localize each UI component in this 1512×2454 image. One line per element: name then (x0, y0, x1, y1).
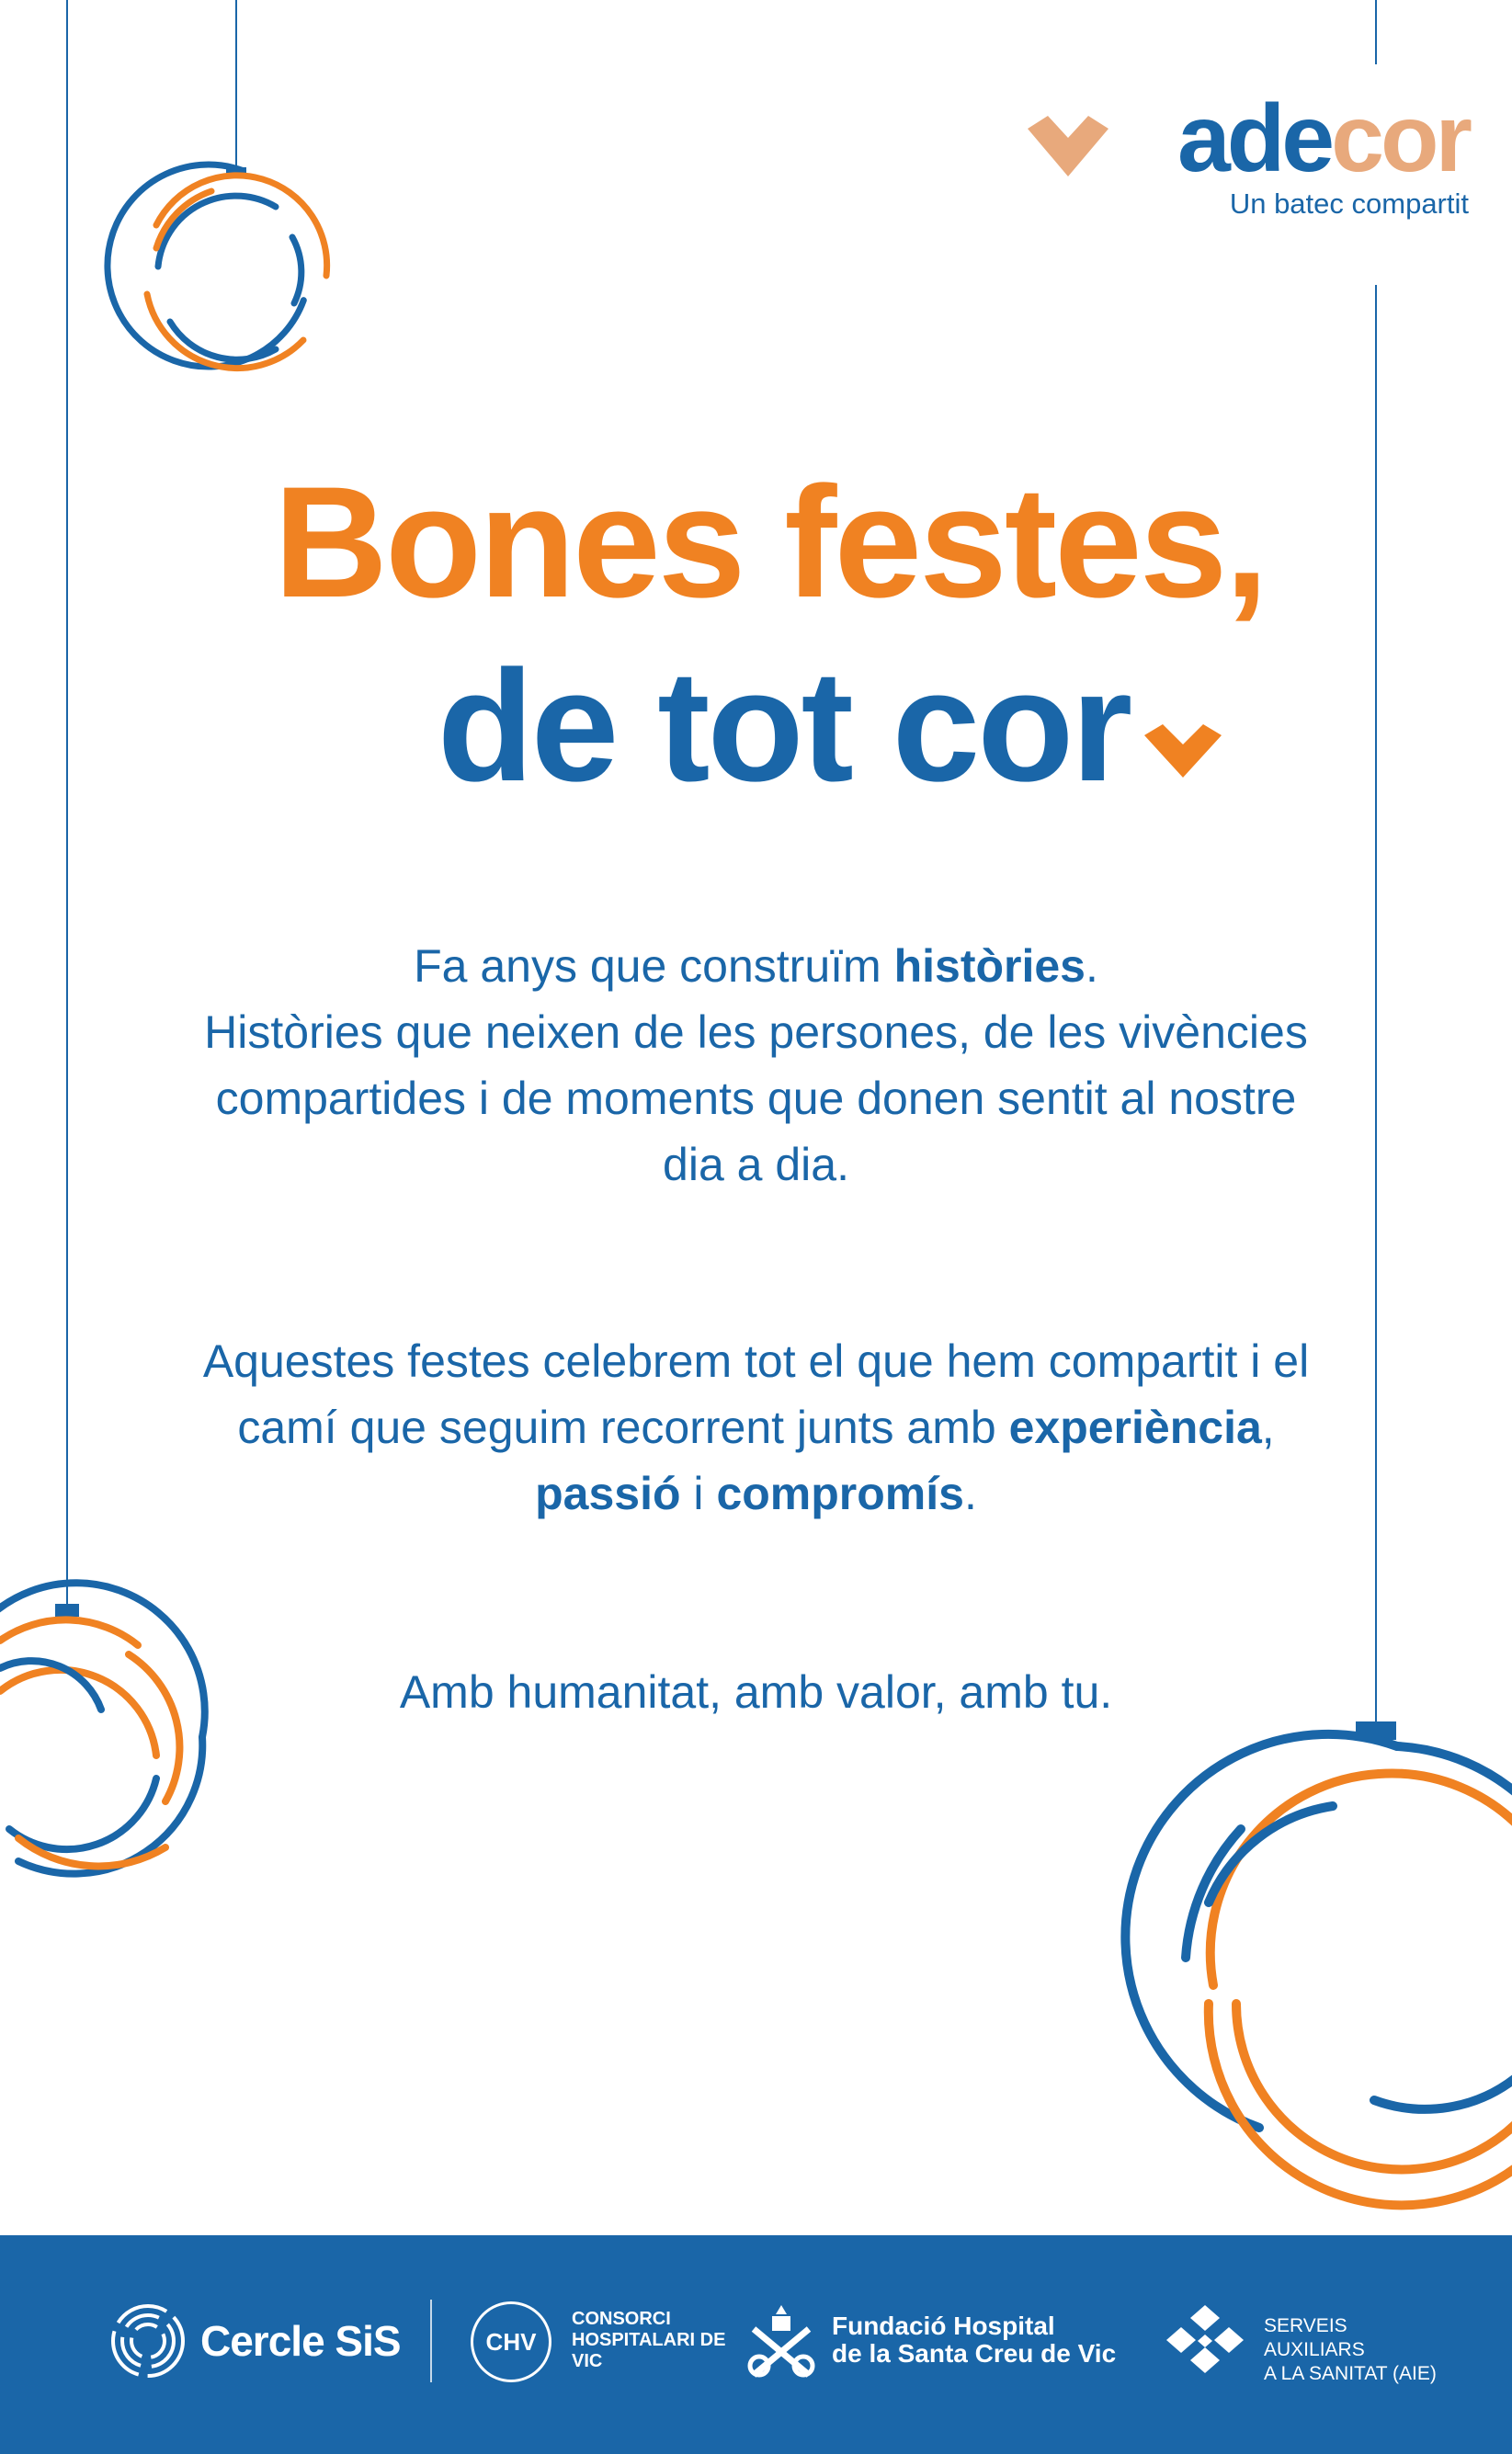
cercle-sis-label: Cercle SiS (200, 2317, 401, 2365)
chv-label: CONSORCI HOSPITALARI DE VIC (572, 2309, 726, 2371)
logo-wordmark: adecor (1177, 85, 1469, 192)
fundacio-label: Fundació Hospital de la Santa Creu de Vic (832, 2312, 1117, 2368)
cubes-icon (1163, 2301, 1247, 2380)
crest-icon (745, 2301, 818, 2380)
logo-tagline: Un batec compartit (1229, 187, 1469, 220)
cercle-ring-icon (108, 2301, 188, 2380)
chv-badge: CHV (471, 2301, 551, 2382)
vadecor-logo (1028, 85, 1469, 235)
heart-icon (1028, 116, 1108, 176)
message-paragraph-1: Fa anys que construïm històries. Històries que neixen de les persones, de les vivències compartides i de moments que donen sentit al nostre dia a dia. (204, 940, 1308, 1190)
footer-divider (430, 2300, 432, 2382)
headline-line2 (0, 638, 1512, 814)
heart-icon (1144, 724, 1222, 778)
headline-line2-text: de tot cor (437, 638, 1131, 814)
footer-partners-bar (0, 2235, 1512, 2454)
ornament-bottom-right-icon (1125, 1721, 1512, 2205)
headline-line1: Bones festes, (273, 454, 1267, 631)
serveis-label: SERVEIS AUXILIARS A LA SANITAT (AIE) (1264, 2315, 1437, 2384)
ornament-mid-left-icon (0, 1583, 205, 1873)
message-paragraph-2: Aquestes festes celebrem tot el que hem compartit i el camí que seguim recorrent junts amb experiència, passió i compromís. (202, 1335, 1310, 1519)
ornament-top-left-icon (79, 136, 338, 395)
message-paragraph-3: Amb humanitat, amb valor, amb tu. (399, 1666, 1113, 1718)
